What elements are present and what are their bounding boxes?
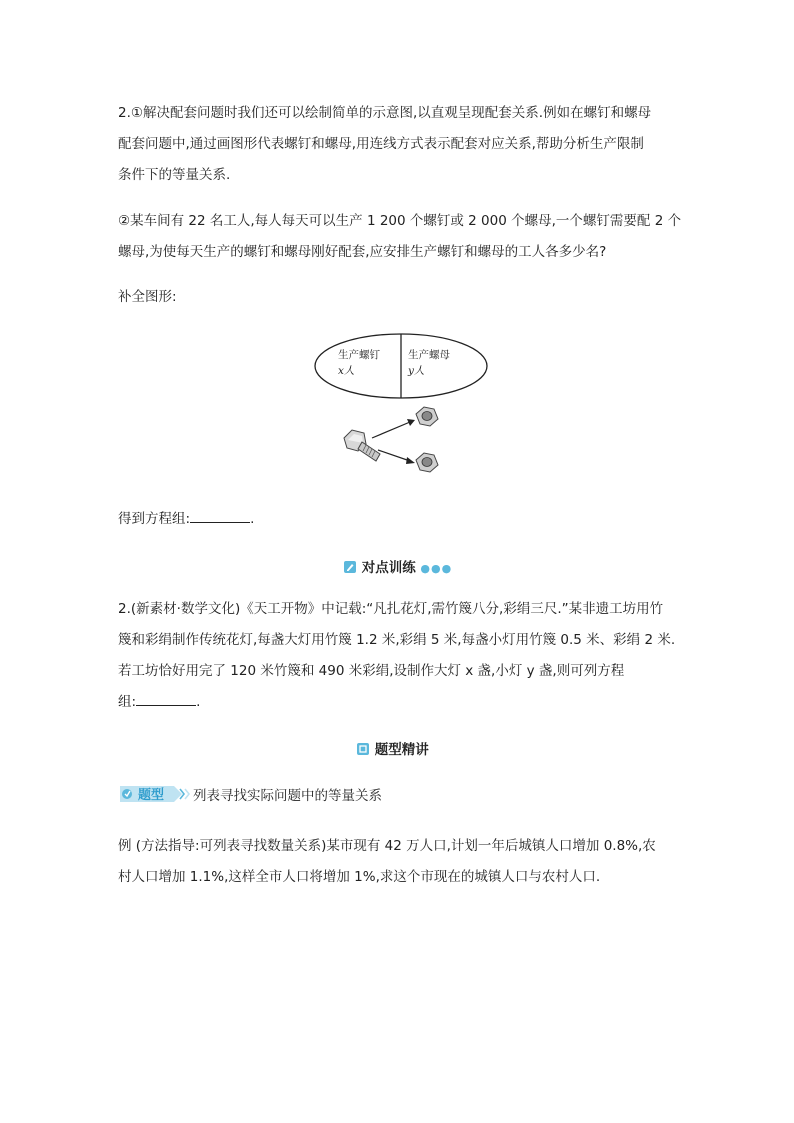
example-line-2: 村人口增加 1.1%,这样全市人口将增加 1%,求这个市现在的城镇人口与农村人口.	[118, 869, 601, 885]
q2-part2-line-2: 螺母,为使每天生产的螺钉和螺母刚好配套,应安排生产螺钉和螺母的工人各多少名?	[118, 244, 607, 260]
practice-line-4: 组:	[118, 694, 137, 710]
equation-prompt: 得到方程组:	[118, 511, 191, 527]
practice-line-3: 若工坊恰好用完了 120 米竹篾和 490 米彩绢,设制作大灯 x 盏,小灯 y 盏,则可列方程	[118, 663, 625, 679]
left-label-1: 生产螺钉	[338, 349, 380, 361]
complete-figure-label: 补全图形:	[118, 289, 177, 305]
q2-line-3: 条件下的等量关系.	[118, 167, 231, 183]
type-tag-label: 题型	[138, 788, 165, 803]
book-icon	[356, 742, 370, 756]
left-label-2: x人	[338, 365, 355, 377]
type-tag	[118, 782, 198, 806]
bolt-nut-figure	[312, 330, 490, 490]
nut-icon	[416, 407, 438, 426]
practice-line-2: 篾和彩绢制作传统花灯,每盏大灯用竹篾 1.2 米,彩绢 5 米,每盏小灯用竹篾 0.5 米、彩绢 2 米.	[118, 632, 676, 648]
pencil-icon	[343, 560, 357, 574]
right-label-2: y人	[408, 365, 425, 377]
practice-line-4-row: 组: .	[118, 694, 201, 710]
answer-blank[interactable]	[190, 510, 250, 523]
q2-line-1: 2.①解决配套问题时我们还可以绘制简单的示意图,以直观呈现配套关系.例如在螺钉和螺母	[118, 105, 652, 121]
right-label-1: 生产螺母	[408, 349, 450, 361]
section-title: 题型精讲	[374, 742, 429, 758]
bolt-icon	[344, 430, 380, 461]
example-line-1: 例 (方法指导:可列表寻找数量关系)某市现有 42 万人口,计划一年后城镇人口增加 0.8%,农	[118, 838, 656, 854]
practice-title: 对点训练	[361, 560, 416, 576]
type-title: 列表寻找实际问题中的等量关系	[193, 788, 382, 804]
dots-icon: ●●●	[420, 562, 453, 575]
practice-line-1: 2.(新素材·数学文化)《天工开物》中记载:“凡扎花灯,需竹篾八分,彩绢三尺.”某非遗工坊用竹	[118, 601, 664, 617]
nut-icon	[416, 453, 438, 472]
q2-part2-line-1: ②某车间有 22 名工人,每人每天可以生产 1 200 个螺钉或 2 000 个螺母,一个螺钉需要配 2 个	[118, 213, 682, 229]
practice-header	[343, 556, 452, 576]
equation-prompt-line: 得到方程组: .	[118, 511, 255, 527]
practice-answer-blank[interactable]	[136, 693, 196, 706]
section-header	[356, 738, 429, 758]
q2-line-2: 配套问题中,通过画图形代表螺钉和螺母,用连线方式表示配套对应关系,帮助分析生产限制	[118, 136, 644, 152]
